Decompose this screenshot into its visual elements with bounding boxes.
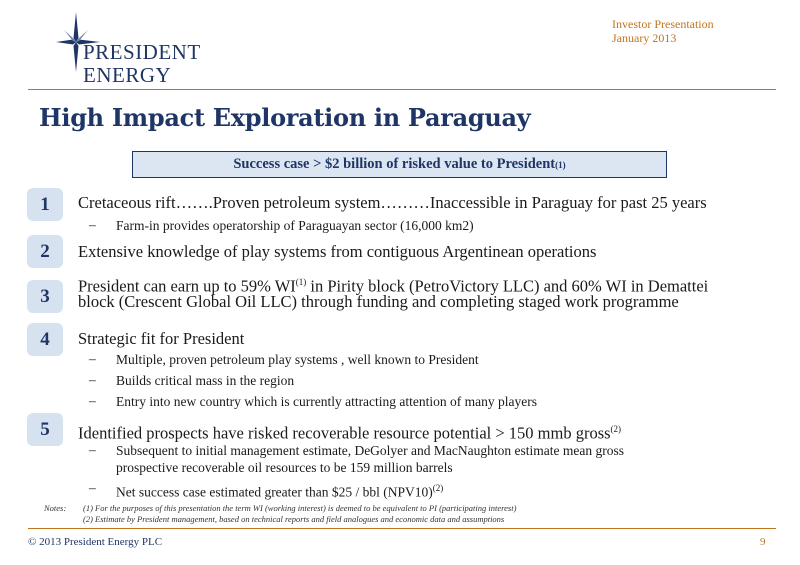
sub-bullet-text: Builds critical mass in the region	[116, 373, 295, 388]
point-text-part: President can earn up to 59% WI	[78, 276, 296, 296]
point-text-part: Identified prospects have risked recoverable resource potential > 150 mmb gross	[78, 423, 611, 443]
sub-bullet-dash: –	[89, 480, 96, 495]
header-divider	[28, 89, 776, 90]
sub-bullet-dash: –	[89, 393, 96, 408]
callout-text: Success case > $2 billion of risked value to President	[233, 156, 556, 172]
presentation-name: Investor Presentation	[612, 17, 714, 31]
footnote: (2) Estimate by President management, based on technical reports and field analogues and economic data and assumptions	[83, 514, 505, 524]
logo-text-line1: PRESIDENT	[83, 40, 201, 64]
footer-divider	[28, 528, 776, 529]
callout-footnote-ref: (1)	[555, 159, 566, 170]
point-number-badge: 1	[27, 188, 63, 221]
point-text: Strategic fit for President	[78, 329, 245, 348]
point-text: Cretaceous rift…….Proven petroleum system………Inaccessible in Paraguay for past 25 years	[78, 193, 707, 212]
point-number-badge: 3	[27, 280, 63, 313]
presentation-date: January 2013	[612, 31, 677, 45]
footnote-ref: (1)	[295, 277, 307, 287]
footer-copyright: © 2013 President Energy PLC	[28, 536, 163, 548]
point-text: Extensive knowledge of play systems from contiguous Argentinean operations	[78, 242, 597, 261]
footnote-ref: (2)	[432, 483, 444, 493]
company-logo	[56, 12, 206, 87]
point-number-badge: 5	[27, 413, 63, 446]
sub-bullet-text: Multiple, proven petroleum play systems , well known to President	[116, 352, 479, 367]
sub-bullet-text-continued: prospective recoverable oil resources to be 159 million barrels	[116, 460, 453, 475]
sub-bullet-dash: –	[89, 351, 96, 366]
footnote: (1) For the purposes of this presentation the term WI (working interest) is deemed to be equivalent to PI (participating interest)	[83, 503, 517, 513]
point-text-continued: block (Crescent Global Oil LLC) through funding and completing staged work programme	[78, 292, 679, 311]
page-title: High Impact Exploration in Paraguay	[39, 103, 531, 132]
sub-bullet-dash: –	[89, 217, 96, 232]
presentation-info	[612, 17, 714, 45]
point-number-badge: 4	[27, 323, 63, 356]
sub-bullet-dash: –	[89, 442, 96, 457]
footnote-ref: (2)	[610, 424, 622, 434]
point-text	[78, 419, 778, 444]
notes-label: Notes:	[44, 503, 67, 513]
sub-bullet-text	[116, 480, 756, 501]
sub-bullet-text-part: Net success case estimated greater than $25 / bbl (NPV10)	[116, 484, 433, 500]
logo-text-line2: ENERGY	[83, 63, 172, 87]
sub-bullet-text: Subsequent to initial management estimate, DeGolyer and MacNaughton estimate mean gross	[116, 443, 624, 458]
sub-bullet-text: Farm-in provides operatorship of Paraguayan sector (16,000 km2)	[116, 218, 474, 233]
point-number-badge: 2	[27, 235, 63, 268]
sub-bullet-text: Entry into new country which is currently attracting attention of many players	[116, 394, 538, 409]
page-number: 9	[760, 536, 766, 548]
point-text-part: in Pirity block (PetroVictory LLC) and 60% WI in Demattei	[306, 276, 709, 296]
callout-box	[132, 151, 667, 178]
sub-bullet-dash: –	[89, 372, 96, 387]
